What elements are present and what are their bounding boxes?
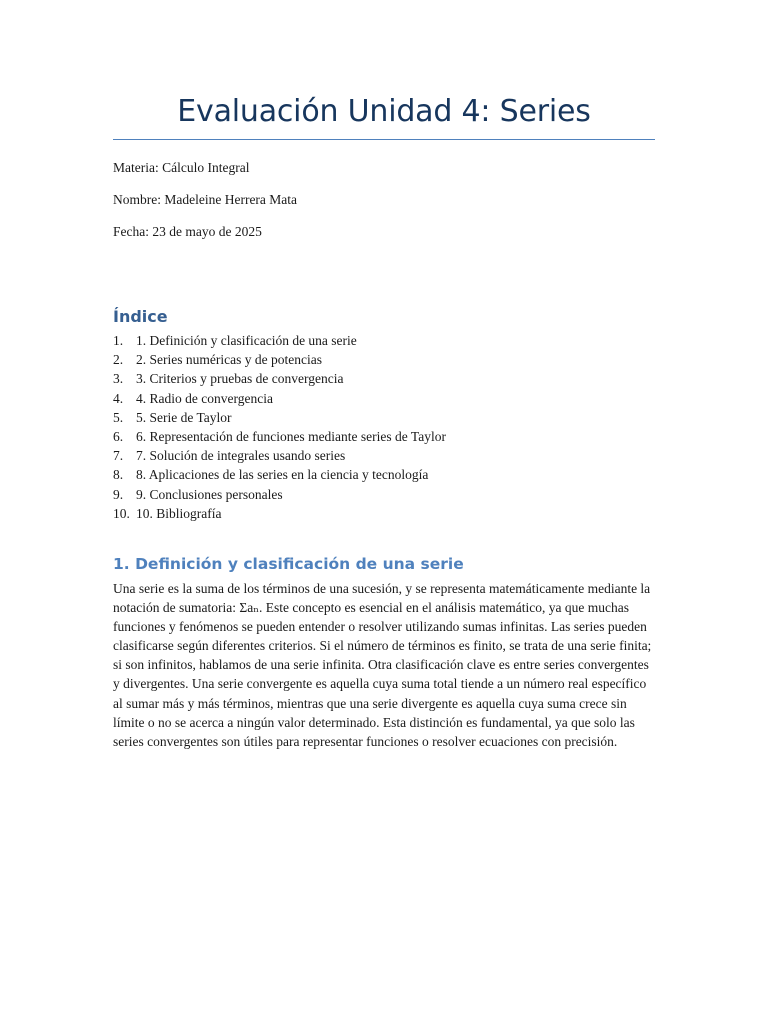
meta-materia: Materia: Cálculo Integral bbox=[113, 160, 250, 175]
toc-item bbox=[113, 369, 446, 388]
toc-item-text: 2. Series numéricas y de potencias bbox=[136, 352, 322, 368]
toc-item-text: 8. Aplicaciones de las series en la ciencia y tecnología bbox=[136, 467, 429, 483]
toc-item bbox=[113, 504, 446, 523]
toc-item bbox=[113, 485, 446, 504]
toc-item-text: 10. Bibliografía bbox=[136, 505, 222, 521]
table-of-contents bbox=[113, 331, 446, 523]
toc-item-number: 1. bbox=[113, 333, 124, 348]
toc-item-text: 9. Conclusiones personales bbox=[136, 486, 283, 502]
toc-item-text: 4. Radio de convergencia bbox=[136, 390, 273, 406]
toc-item-text: 5. Serie de Taylor bbox=[136, 409, 232, 425]
toc-item-number: 3. bbox=[113, 371, 124, 387]
meta-nombre: Nombre: Madeleine Herrera Mata bbox=[113, 192, 298, 207]
toc-item bbox=[113, 389, 446, 408]
index-heading: Índice bbox=[113, 307, 168, 326]
toc-item-text: 6. Representación de funciones mediante series de Taylor bbox=[136, 428, 446, 444]
toc-item-number: 4. bbox=[113, 390, 124, 406]
document-title: Evaluación Unidad 4: Series bbox=[177, 94, 591, 129]
toc-item-text: 7. Solución de integrales usando series bbox=[136, 448, 346, 464]
toc-item bbox=[113, 331, 446, 350]
title-divider bbox=[113, 139, 655, 140]
toc-item bbox=[113, 408, 446, 427]
section-heading: 1. Definición y clasificación de una serie bbox=[113, 555, 464, 573]
toc-item-number: 7. bbox=[113, 448, 124, 464]
toc-item-number: 6. bbox=[113, 428, 124, 444]
section-body: Una serie es la suma de los términos de una sucesión, y se representa matemáticamente mediante la notación de sumatoria: Σaₙ. Este concepto es esencial en el análisis matemático, ya que muchas funciones y fenómenos se pueden entender o resolver utilizando sumas infinitas. Las series pueden clasificarse según diferentes criterios. Si el número de términos es finito, se trata de una serie finita; si son infinitos, hablamos de una serie infinita. Otra clasificación clave es entre series convergentes y divergentes. Una serie convergente es aquella cuya suma total tiende a un número real específico al sumar más y más términos, mientras que una serie divergente es aquella cuya suma crece sin límite o no se acerca a ningún valor determinado. Esta distinción es fundamental, ya que solo las series convergentes son útiles para representar funciones o resolver ecuaciones con precisión. bbox=[113, 581, 652, 749]
toc-item-number: 9. bbox=[113, 486, 124, 502]
toc-item-text: 3. Criterios y pruebas de convergencia bbox=[136, 371, 344, 387]
toc-item bbox=[113, 446, 446, 465]
toc-item bbox=[113, 350, 446, 369]
toc-item-number: 10. bbox=[113, 505, 130, 521]
toc-item bbox=[113, 427, 446, 446]
toc-item-text: 1. Definición y clasificación de una serie bbox=[136, 333, 357, 348]
toc-item-number: 8. bbox=[113, 467, 124, 483]
toc-item-number: 2. bbox=[113, 352, 124, 368]
toc-item bbox=[113, 465, 446, 484]
meta-fecha: Fecha: 23 de mayo de 2025 bbox=[113, 224, 262, 239]
toc-item-number: 5. bbox=[113, 409, 124, 425]
